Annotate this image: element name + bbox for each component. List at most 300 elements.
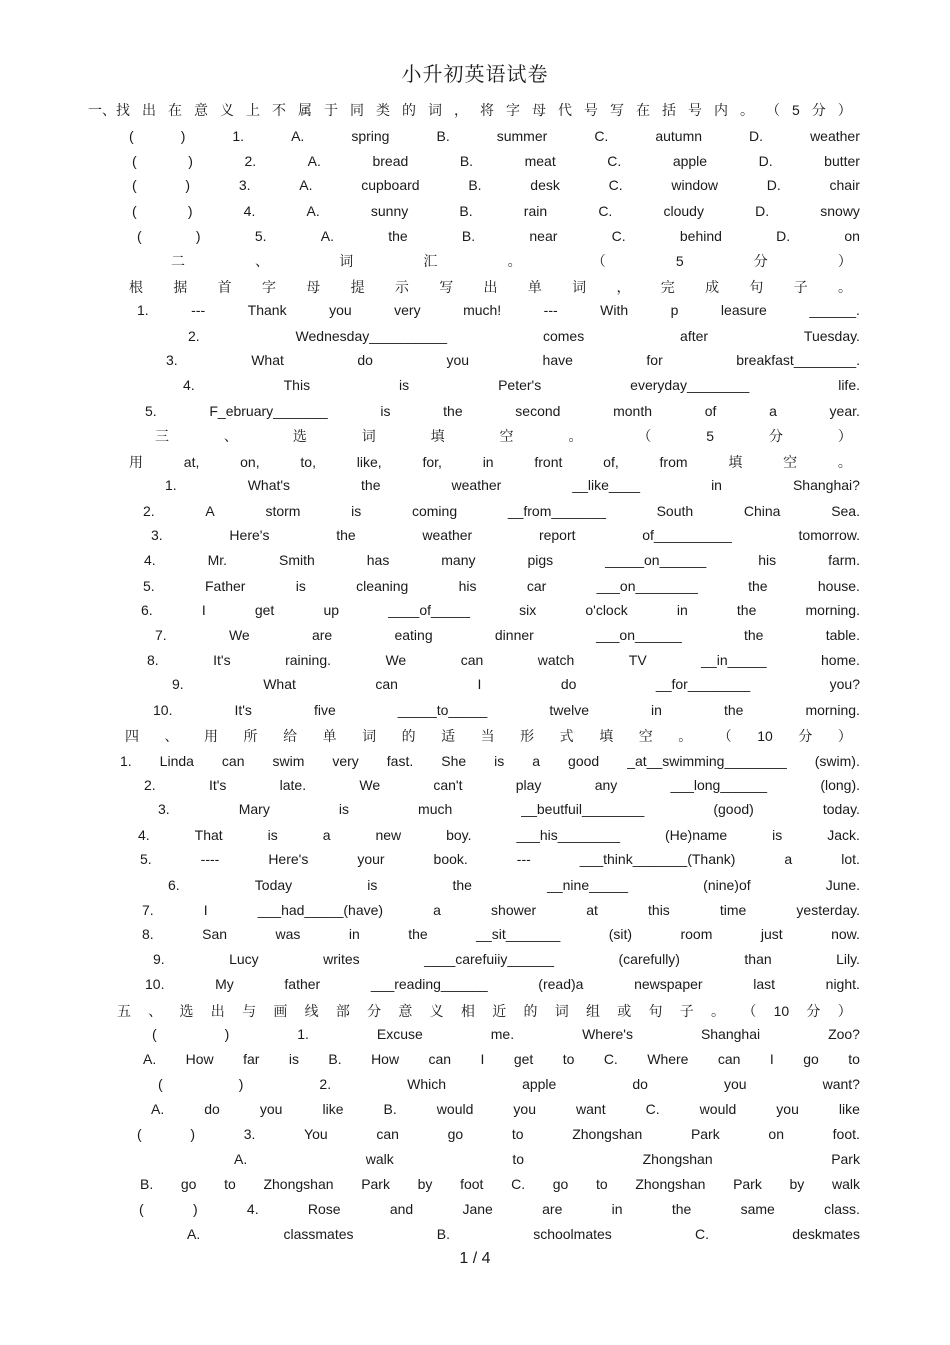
word: can	[428, 1051, 452, 1067]
word: 填	[430, 429, 445, 445]
word: ---	[543, 302, 558, 318]
word: Park	[361, 1176, 390, 1192]
word: ，	[616, 280, 631, 296]
text-line	[158, 801, 860, 821]
word: Park	[831, 1151, 860, 1167]
text-line	[143, 503, 860, 523]
word: good	[568, 753, 600, 769]
word: 画	[273, 1004, 288, 1020]
word: want?	[822, 1076, 860, 1092]
text-line	[143, 1051, 860, 1071]
word: 用	[204, 729, 219, 745]
word: would	[699, 1101, 737, 1117]
word: 句	[749, 280, 764, 296]
word: father	[284, 976, 321, 992]
word: is	[267, 827, 278, 843]
text-line	[145, 403, 860, 423]
word: do	[632, 1076, 648, 1092]
word: 或	[617, 1004, 632, 1020]
word: to	[224, 1176, 236, 1192]
word: can	[375, 676, 398, 692]
word: you	[513, 1101, 536, 1117]
word: near	[529, 228, 558, 244]
text-line	[153, 702, 860, 722]
word: than	[744, 951, 772, 967]
word: you	[259, 1101, 283, 1117]
word: play	[515, 777, 542, 793]
word: the	[361, 477, 381, 493]
word: 填	[599, 729, 614, 745]
word: 2.	[319, 1076, 332, 1092]
word: 一、找	[88, 103, 130, 119]
word: 空	[638, 729, 653, 745]
word: of,	[603, 454, 619, 470]
word: up	[323, 602, 340, 618]
word: 代	[558, 103, 572, 119]
text-line	[140, 1176, 860, 1196]
word: and	[389, 1201, 414, 1217]
word: chair	[829, 177, 860, 193]
word: (	[129, 128, 134, 144]
word: __in_____	[701, 652, 767, 668]
word: in	[676, 602, 688, 618]
word: （	[637, 429, 652, 445]
word: in	[611, 1201, 623, 1217]
word: writes	[323, 951, 360, 967]
word: me.	[490, 1026, 515, 1042]
word: )	[238, 1076, 244, 1092]
text-line	[143, 578, 860, 598]
word: 子	[793, 280, 808, 296]
word: summer	[496, 128, 548, 144]
word: raining.	[285, 652, 331, 668]
word: leasure	[720, 302, 767, 318]
word: 内	[714, 103, 728, 119]
word: We	[385, 652, 407, 668]
word: weather	[422, 527, 473, 543]
word: ---	[191, 302, 206, 318]
word: can	[717, 1051, 741, 1067]
word: 分	[806, 1004, 821, 1020]
word: 5.	[254, 228, 267, 244]
word: 选	[179, 1004, 194, 1020]
word: Smith	[279, 552, 315, 568]
word: weather	[810, 128, 860, 144]
word: the	[443, 403, 463, 419]
word: on	[768, 1126, 784, 1142]
word: new	[375, 827, 402, 843]
word: South	[656, 503, 694, 519]
word: is	[351, 503, 362, 519]
word: just	[760, 926, 783, 942]
word: 的	[402, 103, 416, 119]
word: 单	[527, 280, 542, 296]
word: yesterday.	[796, 902, 860, 918]
word: front	[534, 454, 563, 470]
word: ___on________	[596, 578, 698, 594]
word: 词	[361, 429, 376, 445]
word: 4.	[183, 377, 195, 393]
word: in	[482, 454, 494, 470]
word: It's	[234, 702, 252, 718]
word: Today	[254, 877, 293, 893]
word: you	[776, 1101, 799, 1117]
word: D.	[755, 203, 770, 219]
word: last	[753, 976, 776, 992]
word: D.	[766, 177, 781, 193]
word: C.	[607, 153, 622, 169]
word: Excuse	[376, 1026, 423, 1042]
word: on	[844, 228, 860, 244]
word: is	[295, 578, 306, 594]
word: twelve	[549, 702, 590, 718]
word: get	[254, 602, 275, 618]
text-line	[153, 951, 860, 971]
word: do	[357, 352, 373, 368]
text-line	[132, 203, 860, 223]
word: morning.	[805, 602, 860, 618]
text-line	[151, 1101, 860, 1121]
word: 。	[507, 254, 522, 270]
word: o'clock	[585, 602, 628, 618]
word: TV	[628, 652, 647, 668]
word: farm.	[828, 552, 860, 568]
word: a	[322, 827, 331, 843]
word: 空	[499, 429, 514, 445]
word: 子	[679, 1004, 694, 1020]
word: very	[332, 753, 359, 769]
word: 3.	[238, 177, 251, 193]
word: 成	[705, 280, 720, 296]
word: A	[205, 503, 215, 519]
word: )	[190, 1126, 196, 1142]
word: Zhongshan	[572, 1126, 643, 1142]
text-line	[234, 1151, 860, 1171]
text-line	[168, 877, 860, 897]
word: （	[717, 729, 732, 745]
word: walk	[831, 1176, 860, 1192]
word: Shanghai?	[792, 477, 860, 493]
word: 分	[367, 1004, 382, 1020]
word: )	[188, 153, 193, 169]
word: (	[132, 153, 137, 169]
word: 词	[554, 1004, 569, 1020]
word: 10	[773, 1003, 790, 1019]
word: 母	[532, 103, 546, 119]
word: room	[680, 926, 713, 942]
word: ___reading______	[370, 976, 488, 992]
word: ）	[837, 729, 852, 745]
word: 分	[811, 103, 826, 119]
word: rain	[523, 203, 548, 219]
word: get	[513, 1051, 534, 1067]
word: 3.	[166, 352, 178, 368]
word: you	[723, 1076, 747, 1092]
word: What	[263, 676, 296, 692]
word: My	[215, 976, 234, 992]
word: (carefully)	[618, 951, 680, 967]
word: What's	[247, 477, 291, 493]
word: 字	[506, 103, 520, 119]
word: Where	[647, 1051, 689, 1067]
word: 。	[837, 455, 852, 471]
text-line	[158, 1076, 860, 1096]
word: )	[187, 203, 193, 219]
word: want	[576, 1101, 606, 1117]
text-line	[183, 377, 860, 397]
word: ___had_____(have)	[257, 902, 384, 918]
word: have	[542, 352, 573, 368]
word: 于	[324, 103, 338, 119]
word: I	[769, 1051, 774, 1067]
word: （	[742, 1004, 757, 1020]
word: 的	[523, 1004, 538, 1020]
text-line	[138, 827, 860, 847]
word: 近	[492, 1004, 507, 1020]
text-line	[141, 602, 860, 622]
word: lot.	[841, 851, 860, 867]
word: swim	[272, 753, 305, 769]
word: 首	[217, 280, 232, 296]
word: A.	[234, 1151, 248, 1167]
word: A.	[143, 1051, 157, 1067]
word: _at__swimming________	[627, 753, 787, 769]
word: ---	[516, 851, 531, 867]
word: C.	[695, 1226, 710, 1242]
word: It's	[213, 652, 231, 668]
word: a	[532, 753, 541, 769]
text-line	[142, 926, 860, 946]
word: ）	[837, 1004, 852, 1020]
word: 1.	[297, 1026, 309, 1042]
word: C.	[603, 1051, 618, 1067]
word: 、	[223, 429, 238, 445]
word: 空	[783, 455, 798, 471]
word: 、	[255, 254, 270, 270]
word: D.	[749, 128, 764, 144]
word: ）	[837, 429, 852, 445]
text-line	[144, 552, 860, 572]
text-line	[145, 976, 860, 996]
word: the	[744, 627, 764, 643]
word: 5	[706, 428, 715, 444]
word: Wednesday__________	[295, 328, 448, 344]
word: year.	[829, 403, 860, 419]
word: A.	[187, 1226, 201, 1242]
word: Jane	[462, 1201, 493, 1217]
word: Thank	[247, 302, 287, 318]
word: the	[408, 926, 428, 942]
word: China	[743, 503, 781, 519]
word: is	[380, 403, 391, 419]
word: 完	[660, 280, 675, 296]
word: would	[436, 1101, 474, 1117]
word: 汇	[423, 254, 438, 270]
word: B.	[459, 153, 474, 169]
word: 词	[428, 103, 442, 119]
word: apple	[672, 153, 708, 169]
word: 出	[142, 103, 156, 119]
page-number: 1 / 4	[459, 1250, 491, 1267]
word: __from_______	[507, 503, 606, 519]
word: 分	[753, 254, 768, 270]
word: 2.	[143, 503, 155, 519]
word: (good)	[713, 801, 754, 817]
word: at	[586, 902, 598, 918]
word: A.	[306, 203, 320, 219]
word: ___long______	[670, 777, 768, 793]
word: everyday________	[630, 377, 750, 393]
word: cloudy	[663, 203, 704, 219]
word: ___his________	[516, 827, 621, 843]
word: morning.	[805, 702, 860, 718]
word: A.	[151, 1101, 165, 1117]
word: 句	[648, 1004, 663, 1020]
word: (	[139, 1201, 144, 1217]
word: shower	[491, 902, 537, 918]
word: for,	[422, 454, 442, 470]
word: __for________	[655, 676, 751, 692]
word: 提	[350, 280, 365, 296]
word: like,	[356, 454, 382, 470]
word: 意	[398, 1004, 413, 1020]
word: （	[766, 103, 780, 119]
word: 7.	[155, 627, 167, 643]
word: 6.	[141, 602, 153, 618]
word: from	[659, 454, 688, 470]
word: on,	[240, 454, 260, 470]
word: much	[418, 801, 453, 817]
text-line	[137, 302, 860, 322]
word: 词	[572, 280, 587, 296]
word: go	[447, 1126, 464, 1142]
word: same	[740, 1201, 775, 1217]
word: go	[803, 1051, 819, 1067]
word: __beutfuil________	[521, 801, 645, 817]
word: 5.	[140, 851, 152, 867]
word: has	[366, 552, 390, 568]
word: spring	[351, 128, 390, 144]
word: Which	[407, 1076, 447, 1092]
word: 2.	[188, 328, 200, 344]
page-title: 小升初英语试卷	[401, 62, 549, 86]
word: C.	[611, 228, 626, 244]
word: go	[552, 1176, 569, 1192]
word: Linda	[159, 753, 194, 769]
word: the	[736, 602, 757, 618]
word: 相	[460, 1004, 475, 1020]
word: sunny	[370, 203, 409, 219]
word: the	[723, 702, 744, 718]
word: watch	[537, 652, 575, 668]
word: snowy	[820, 203, 860, 219]
word: eating	[394, 627, 433, 643]
word: C.	[511, 1176, 526, 1192]
word: now.	[831, 926, 860, 942]
text-line	[187, 1226, 860, 1246]
text-line	[144, 777, 860, 797]
word: Peter's	[498, 377, 542, 393]
word: A.	[307, 153, 321, 169]
word: This	[283, 377, 311, 393]
word: 形	[520, 729, 535, 745]
word: 1.	[137, 302, 149, 318]
word: night.	[825, 976, 860, 992]
word: (sit)	[608, 926, 633, 942]
word: second	[515, 403, 561, 419]
word: 4.	[138, 827, 150, 843]
text-line	[188, 328, 860, 348]
word: How	[185, 1051, 214, 1067]
word: is	[367, 877, 378, 893]
word: car	[526, 578, 547, 594]
word: to	[511, 1126, 524, 1142]
word: 所	[243, 729, 258, 745]
word: to	[562, 1051, 575, 1067]
text-line	[139, 1201, 860, 1221]
word: of__________	[642, 527, 732, 543]
word: 类	[376, 103, 390, 119]
word: C.	[608, 177, 623, 193]
word: time	[719, 902, 747, 918]
word: schoolmates	[533, 1226, 612, 1242]
word: 据	[173, 280, 188, 296]
word: 同	[350, 103, 364, 119]
word: (	[158, 1076, 163, 1092]
word: behind	[679, 228, 722, 244]
text-line	[129, 128, 860, 148]
word: are	[542, 1201, 563, 1217]
word: in	[651, 702, 662, 718]
word: _____to_____	[397, 702, 488, 718]
word: )	[195, 228, 201, 244]
word: 分	[798, 729, 813, 745]
word: 选	[292, 429, 307, 445]
word: to	[848, 1051, 860, 1067]
word: do	[204, 1101, 220, 1117]
word: pigs	[527, 552, 554, 568]
text-line	[137, 1126, 860, 1146]
word: 10	[757, 728, 773, 744]
text-line	[132, 177, 860, 197]
word: It's	[208, 777, 227, 793]
text-line	[172, 676, 860, 696]
word: coming	[411, 503, 458, 519]
word: 四	[125, 729, 139, 745]
word: Where's	[582, 1026, 633, 1042]
word: a	[769, 403, 777, 419]
word: (	[132, 177, 137, 193]
word: 、	[148, 1004, 163, 1020]
word: much!	[463, 302, 502, 318]
word: late.	[279, 777, 307, 793]
word: I	[201, 602, 206, 618]
word: 7.	[142, 902, 154, 918]
word: in	[348, 926, 360, 942]
word: I	[203, 902, 208, 918]
word: 义	[220, 103, 234, 119]
word: to	[512, 1151, 525, 1167]
word: 。	[711, 1004, 726, 1020]
word: do	[560, 676, 577, 692]
word: ----	[200, 851, 220, 867]
word: many	[441, 552, 476, 568]
word: _____on______	[605, 552, 707, 568]
word: Zhongshan	[642, 1151, 713, 1167]
word: like	[838, 1101, 860, 1117]
word: of	[704, 403, 717, 419]
word: 填	[728, 455, 743, 471]
